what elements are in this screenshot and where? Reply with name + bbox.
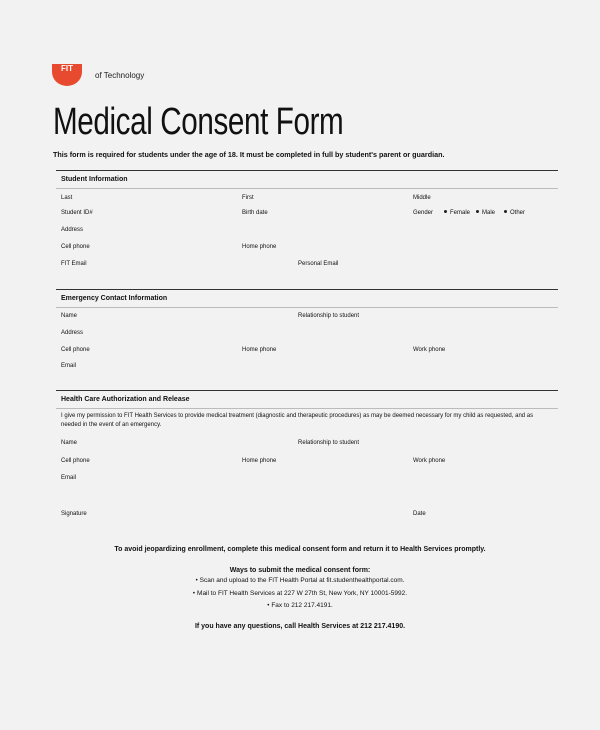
submit-option-text: Scan and upload to the FIT Health Portal at fit.studenthealthportal.com. (199, 577, 405, 584)
section-divider (56, 307, 558, 308)
questions-contact: If you have any questions, call Health Services at 212 217.4190. (194, 623, 406, 630)
guardian-relationship-field[interactable]: Relationship to student (298, 440, 360, 446)
fit-email-field[interactable]: FIT Email (61, 261, 87, 267)
enrollment-warning: To avoid jeopardizing enrollment, complete this medical consent form and return it to Health Services promptly. (114, 546, 486, 553)
last-name-field[interactable]: Last (61, 195, 73, 201)
submit-option-text: Mail to FIT Health Services at 227 W 27th St, New York, NY 10001-5992. (197, 590, 408, 597)
guardian-work-phone-field[interactable]: Work phone (413, 458, 446, 464)
student-info-heading: Student Information (61, 176, 128, 183)
first-name-field[interactable]: First (242, 195, 254, 201)
emergency-home-phone-field[interactable]: Home phone (242, 347, 277, 353)
section-divider (56, 408, 558, 409)
address-field[interactable]: Address (61, 227, 84, 233)
home-phone-field[interactable]: Home phone (242, 244, 277, 250)
student-id-field[interactable]: Student ID# (61, 210, 93, 216)
radio-icon (444, 210, 447, 213)
page-title: Medical Consent Form (53, 101, 344, 143)
male-label: Male (482, 210, 496, 216)
emergency-contact-heading: Emergency Contact Information (61, 295, 168, 302)
bullet-icon: • (192, 591, 196, 597)
submission-ways-heading: Ways to submit the medical consent form: (229, 567, 371, 574)
authorization-paragraph: I give my permission to FIT Health Services to provide medical treatment (diagnostic and therapeutic procedures) as may be deemed necessary for my child as requested, and as needed in the event of an emergency. (61, 413, 534, 428)
intro-text: This form is required for students under the age of 18. It must be completed in full by student's parent or guardian. (53, 150, 445, 159)
date-field[interactable]: Date (413, 511, 426, 517)
gender-male-radio[interactable] (473, 210, 495, 216)
middle-name-field[interactable]: Middle (413, 195, 431, 201)
other-label: Other (510, 210, 526, 216)
logo-text: FIT (61, 64, 73, 73)
submit-option-mail (0, 590, 600, 597)
brand-name: of Technology (95, 71, 145, 80)
radio-icon (476, 210, 479, 213)
gender-label: Gender (413, 210, 434, 216)
section-divider (56, 390, 558, 391)
radio-icon (504, 210, 507, 213)
signature-field[interactable]: Signature (61, 511, 87, 517)
guardian-cell-phone-field[interactable]: Cell phone (61, 458, 90, 464)
section-divider (56, 170, 558, 171)
gender-female-radio[interactable] (441, 210, 470, 216)
personal-email-field[interactable]: Personal Email (298, 261, 339, 267)
fit-logo (50, 62, 84, 86)
emergency-relationship-field[interactable]: Relationship to student (298, 313, 360, 319)
gender-other-radio[interactable] (501, 210, 525, 216)
section-divider (56, 289, 558, 290)
bullet-icon: • (195, 578, 198, 584)
emergency-cell-phone-field[interactable]: Cell phone (61, 347, 90, 353)
emergency-address-field[interactable]: Address (61, 330, 84, 336)
authorization-heading: Health Care Authorization and Release (61, 396, 190, 403)
guardian-email-field[interactable]: Email (61, 475, 77, 481)
cell-phone-field[interactable]: Cell phone (61, 244, 90, 250)
female-label: Female (450, 210, 471, 216)
emergency-email-field[interactable]: Email (61, 363, 77, 369)
guardian-name-field[interactable]: Name (61, 440, 78, 446)
submit-option-text: Fax to 212 217.4191. (271, 602, 333, 609)
bullet-icon: • (267, 603, 270, 609)
birth-date-field[interactable]: Birth date (242, 210, 268, 216)
guardian-home-phone-field[interactable]: Home phone (242, 458, 277, 464)
section-divider (56, 188, 558, 189)
emergency-work-phone-field[interactable]: Work phone (413, 347, 446, 353)
emergency-name-field[interactable]: Name (61, 313, 78, 319)
submit-option-fax (0, 602, 600, 609)
submit-option-portal (0, 577, 600, 584)
